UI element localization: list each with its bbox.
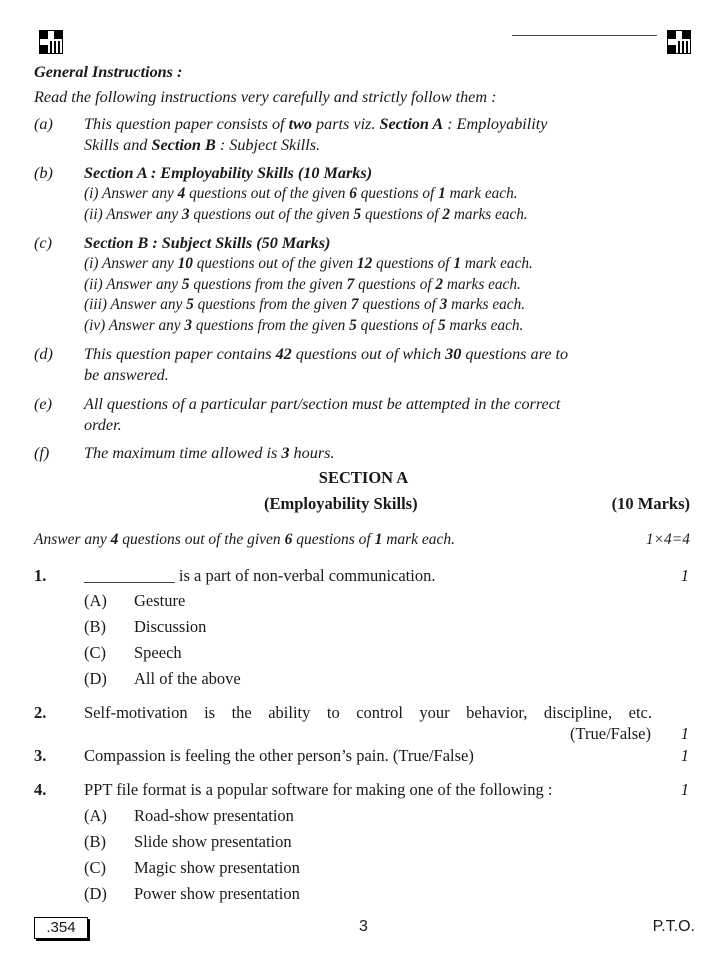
item-c-i: (i) Answer any 10 questions out of the given 12 questions of 1 mark each. — [84, 255, 533, 272]
q2-number: 2. — [34, 703, 47, 722]
paper-code-box: .354 — [34, 917, 88, 939]
item-a-line1: This question paper consists of two parts viz. Section A : Employability — [84, 115, 548, 133]
q4-option-a: Road-show presentation — [134, 806, 294, 825]
q1-option-b-label: (B) — [84, 617, 106, 636]
q4-option-d: Power show presentation — [134, 884, 300, 903]
q4-option-d-label: (D) — [84, 884, 107, 903]
qr-code-right — [668, 31, 690, 53]
q4-option-c: Magic show presentation — [134, 858, 300, 877]
item-c-ii: (ii) Answer any 5 questions from the given 7 questions of 2 marks each. — [84, 276, 521, 293]
q4-text: PPT file format is a popular software for making one of the following : — [84, 780, 553, 799]
q1-option-d: All of the above — [134, 669, 241, 688]
pto-label: P.T.O. — [652, 918, 695, 935]
q3-text: Compassion is feeling the other person’s pain. (True/False) — [84, 746, 474, 765]
qr-code-left — [40, 31, 62, 53]
item-e-line1: All questions of a particular part/section must be attempted in the correct — [84, 395, 561, 413]
item-b-i: (i) Answer any 4 questions out of the given 6 questions of 1 mark each. — [84, 185, 518, 202]
item-a-label: (a) — [34, 115, 53, 133]
q2-text-suffix: (True/False) — [570, 724, 651, 743]
q1-option-d-label: (D) — [84, 669, 107, 688]
item-d-line2: be answered. — [84, 366, 169, 384]
section-marks: (10 Marks) — [611, 494, 690, 513]
item-b-title: Section A : Employability Skills (10 Marks) — [84, 164, 373, 182]
section-subtitle: (Employability Skills) — [264, 494, 418, 513]
q4-option-c-label: (C) — [84, 858, 106, 877]
instructions-intro: Read the following instructions very carefully and strictly follow them : — [34, 88, 497, 106]
q1-option-a-label: (A) — [84, 591, 107, 610]
q1-mark: 1 — [680, 566, 689, 585]
item-e-label: (e) — [34, 395, 52, 413]
item-e-line2: order. — [84, 416, 122, 434]
header-rule — [512, 35, 657, 36]
q1-option-a: Gesture — [134, 591, 186, 610]
q1-option-c: Speech — [134, 643, 182, 662]
q1-option-c-label: (C) — [84, 643, 106, 662]
item-c-title: Section B : Subject Skills (50 Marks) — [84, 234, 331, 252]
item-c-label: (c) — [34, 234, 52, 252]
q4-option-b: Slide show presentation — [134, 832, 292, 851]
item-d-label: (d) — [34, 345, 53, 363]
item-f-text: The maximum time allowed is 3 hours. — [84, 444, 335, 462]
item-a-line2: Skills and Section B : Subject Skills. — [84, 136, 321, 154]
instructions-heading: General Instructions : — [34, 63, 183, 81]
section-note: Answer any 4 questions out of the given 6 questions of 1 mark each. — [34, 531, 456, 548]
q2-text: Self-motivation is the ability to control your behavior, discipline, etc. — [84, 703, 652, 722]
q4-option-b-label: (B) — [84, 832, 106, 851]
q1-option-b: Discussion — [134, 617, 207, 636]
q4-number: 4. — [34, 780, 47, 799]
section-scheme: 1×4=4 — [645, 531, 690, 548]
q2-mark: 1 — [680, 724, 689, 743]
q4-mark: 1 — [680, 780, 689, 799]
page-number: 3 — [359, 918, 368, 935]
item-b-label: (b) — [34, 164, 53, 182]
q1-text: ___________ is a part of non-verbal communication. — [84, 566, 436, 585]
item-c-iv: (iv) Answer any 3 questions from the given 5 questions of 5 marks each. — [84, 317, 524, 334]
section-title: SECTION A — [318, 468, 409, 487]
q1-number: 1. — [34, 566, 47, 585]
item-d-line1: This question paper contains 42 questions out of which 30 questions are to — [84, 345, 569, 363]
item-c-iii: (iii) Answer any 5 questions from the given 7 questions of 3 marks each. — [84, 296, 526, 313]
item-f-label: (f) — [34, 444, 50, 462]
item-b-ii: (ii) Answer any 3 questions out of the given 5 questions of 2 marks each. — [84, 206, 528, 223]
q3-number: 3. — [34, 746, 47, 765]
q4-option-a-label: (A) — [84, 806, 107, 825]
q3-mark: 1 — [680, 746, 689, 765]
